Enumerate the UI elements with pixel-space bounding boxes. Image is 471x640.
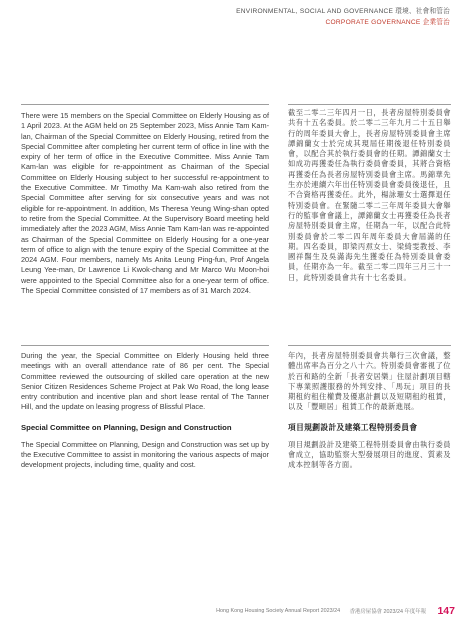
zh-paragraph-elderly-housing: 截至二零二三年四月一日，長者房屋特別委員會共有十五名委員。於二零二三年九月二十五日舉行的周年委員大會上，長者房屋特別委員會主席譚錦蘭女士於完成其現屆任期後退任特別委員會，以配合其於執行委員會的任期。譚錦蘭女士如成功再獲委任為執行委員會委員，其將合資格再獲委任為長者房屋特別委員會主席。馬錦華先生亦於連續六年出任特別委員會委員後退任，且不合資格再獲委任。此外，楊詠珊女士選擇退任特別委員會。在緊隨二零二三年周年委員大會舉行的監事會會議上，譚錦蘭女士再獲委任為長者房屋特別委員會主席，任期為一年，以配合此特別委員會於二零二四年周年委員大會屆滿的任期。四名委員，即梁丙焄女士、梁綺雯教授、李國祥醫生及吳滿海先生獲委任為特別委員會委員，任期亦為一年。截至二零二四年三月三十一日，此特別委員會共有十七名委員。 — [288, 108, 451, 282]
divider-mid-en — [21, 345, 269, 346]
page-number: 147 — [437, 604, 455, 617]
subsection-title: CORPORATE GOVERNANCE 企業管治 — [325, 19, 450, 26]
english-column-block-2 — [21, 351, 269, 471]
zh-section-heading: 項目規劃設計及建築工程特別委員會 — [288, 422, 418, 432]
en-paragraph-planning-committee: The Special Committee on Planning, Design and Construction was set up by the Executive Committee to assist in monitoring the various aspects of major development projects, including time, quality and cost. — [21, 439, 269, 470]
divider-mid-zh — [288, 345, 451, 346]
section-title: ENVIRONMENTAL, SOCIAL AND GOVERNANCE 環境、社會和管治 — [236, 8, 450, 15]
divider-top-zh — [288, 104, 451, 105]
divider-top-en — [21, 104, 269, 105]
chinese-column-block-1 — [288, 108, 451, 283]
running-header — [236, 8, 450, 27]
footer-report-title-en: Hong Kong Housing Society Annual Report 2023/24 — [216, 607, 341, 614]
en-paragraph-meetings: During the year, the Special Committee on Elderly Housing held three meetings with an overall attendance rate of 86 per cent. The Special Committee reviewed the outsourcing of skilled care operation at the new Senior Citizen Residences Scheme Project at Pak Wo Road, the long lease entry contribution and incentive plan and short lease rental of The Tanner Hill, and the update on leasing progress of Blissful Place. — [21, 351, 269, 412]
en-paragraph-elderly-housing: There were 15 members on the Special Committee on Elderly Housing as of 1 April 2023. At the AGM held on 25 September 2023, Miss Annie Tam Kam-lan, Chairman of the Special Committee on Elderly Housing, retired from the Special Committee after completing her current term of office in line with the expiry of her term of office in the Executive Committee. Miss Annie Tam Kam-lan was eligible for re-appointment as Chairman of the Special Committee on Elderly Housing subject to her successful re-appointment to the Executive Committee. Mr Timothy Ma Kam-wah also retired from the Special Committee after serving for six consecutive years and was not eligible for re-appointment. In addition, Ms Theresa Yeung Wing-shan opted to retire from the Special Committee. At the Supervisory Board meeting held immediately after the 2023 AGM, Miss Annie Tam Kam-lan was re-appointed as Chairman of the Special Committee on Elderly Housing for a one-year term of office to align with the tenure expiry of the Special Committee at the 2024 AGM. Four members, namely Ms Anita Leung Ping-fun, Prof Angela Leung Yee-man, Dr Lawrence Li Kwok-chang and Mr Marco Wu Moon-hoi were appointed to the Special Committee also for a one-year term of office. The Special Committee consisted of 17 members as of 31 March 2024. — [21, 111, 269, 296]
chinese-column-block-2 — [288, 351, 451, 471]
english-column-block-1 — [21, 111, 269, 296]
footer-report-title-zh: 香港房屋協會 2023/24 年度年報 — [349, 608, 427, 615]
zh-paragraph-planning-committee: 項目規劃設計及建築工程特別委員會由執行委員會成立，協助監察大型發展項目的進度、質素及成本控制等各方面。 — [288, 439, 451, 470]
en-section-heading: Special Committee on Planning, Design and Construction — [21, 422, 232, 432]
page-footer — [216, 602, 455, 620]
zh-paragraph-meetings: 年內，長者房屋特別委員會共舉行三次會議，整體出席率為百分之八十六。特別委員會審視了位於百和路的全新「長者安居樂」住屋計劃項目轄下專業照護服務的外判安排、「馬玩」項目的長期租約租住權費及優惠計劃以及短期租約租賃，以及「豐頤居」租賃工作的最新進展。 — [288, 351, 451, 412]
